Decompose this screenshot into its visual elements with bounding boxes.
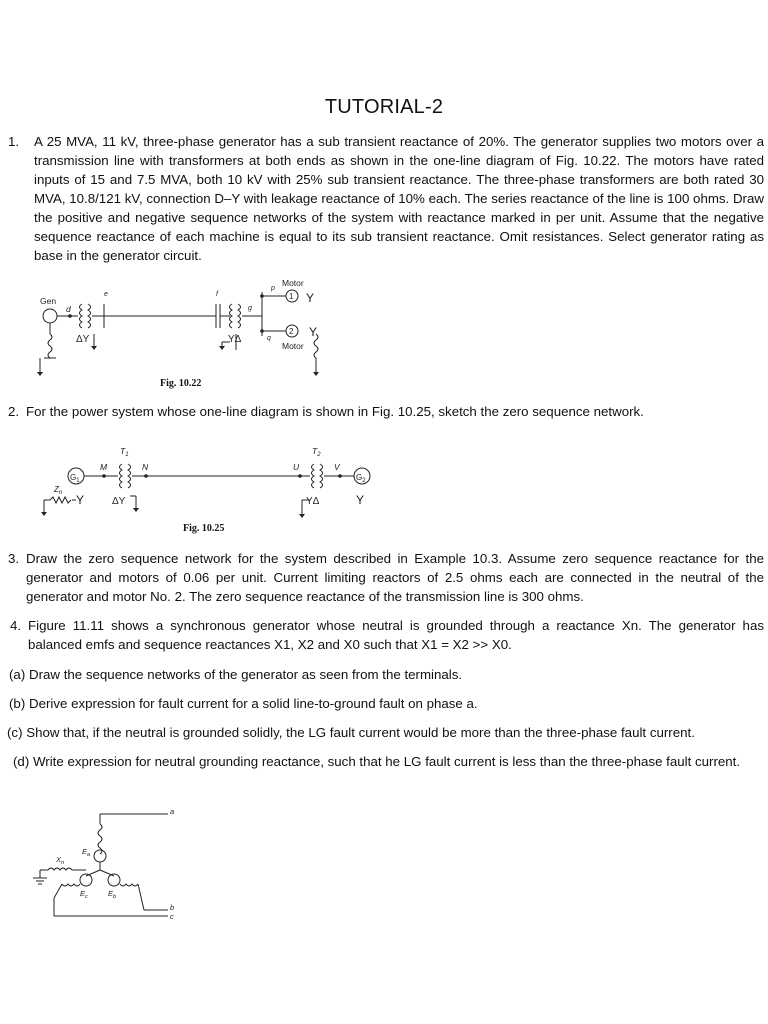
- subpart-label: (a): [9, 667, 26, 682]
- motor-1-wye: Y: [306, 291, 315, 305]
- question-4: [10, 616, 764, 654]
- xn-label: $X_n$: [56, 855, 65, 866]
- zn-label: $Z_n$: [54, 485, 63, 496]
- terminal-c-label: c: [170, 912, 174, 921]
- generator-neutral-diagram: [28, 804, 188, 924]
- subpart-label: (b): [9, 696, 26, 711]
- one-line-diagram-10-25: [40, 442, 390, 522]
- question-2: [8, 402, 764, 421]
- bus-e-label: e: [104, 291, 108, 298]
- g1-wye: Y: [76, 493, 85, 507]
- question-3: [8, 549, 764, 606]
- subpart-text: Show that, if the neutral is grounded solidly, the LG fault current would be more than the three-phase fault current.: [26, 725, 695, 740]
- subpart-b: [9, 694, 764, 713]
- g1-label: $G_1$: [70, 473, 80, 484]
- g2-wye: Y: [356, 493, 365, 507]
- bus-f-label: f: [216, 291, 218, 298]
- g2-label: $G_2$: [356, 473, 366, 484]
- bus-d-label: d: [66, 304, 71, 314]
- question-text: Figure 11.11 shows a synchronous generator whose neutral is grounded through a reactance Xn. The generator has balanced emfs and sequence reactances X1, X2 and X0 such that X1 = X2 >> X0.: [28, 618, 764, 652]
- subpart-text: Derive expression for fault current for a solid line-to-ground fault on phase a.: [28, 696, 478, 711]
- question-text: For the power system whose one-line diagram is shown in Fig. 10.25, sketch the zero sequence network.: [26, 404, 644, 419]
- subpart-text: Write expression for neutral grounding reactance, such that he LG fault current is less than the three-phase fault current.: [32, 754, 741, 769]
- eb-label: $E_b$: [108, 889, 117, 900]
- question-number: 2.: [8, 404, 20, 419]
- bus-g-label: g: [248, 305, 252, 312]
- motor-2-label: Motor: [282, 341, 304, 351]
- one-line-diagram-10-22: [30, 276, 350, 378]
- t2-label: $T_2$: [312, 446, 321, 458]
- transformer-1-connection: ΔY: [76, 334, 90, 345]
- question-number: 3.: [8, 551, 20, 566]
- bus-n-label: N: [142, 462, 149, 472]
- motor-2-number: 2: [289, 327, 294, 336]
- motor-1-number: 1: [289, 292, 294, 301]
- motor-2-wye: Y: [309, 325, 318, 339]
- bus-m-label: M: [100, 462, 108, 472]
- subpart-label: (d): [13, 754, 30, 769]
- figure-caption: Fig. 10.22: [160, 378, 202, 389]
- figure-11-11: [28, 804, 188, 924]
- page-title: TUTORIAL-2: [324, 96, 444, 118]
- ec-label: $E_c$: [80, 889, 88, 900]
- t2-connection: YΔ: [306, 496, 320, 507]
- question-text: Draw the zero sequence network for the system described in Example 10.3. Assume zero sequence reactance for the generator and motors of 0.06 per unit. Current limiting reactors of 2.5 ohms each are connected in the neutral of the generator and motor No. 2. The zero sequence reactance of the transmission line is 300 ohms.: [26, 551, 764, 604]
- figure-10-25: [40, 442, 390, 522]
- question-text: A 25 MVA, 11 kV, three-phase generator has a sub transient reactance of 20%. The generator supplies two motors over a transmission line with transformers at both ends as shown in the one-line diagram of Fig. 10.22. The motors have rated inputs of 15 and 7.5 MVA, both 10 kV with 25% sub transient reactance. The three-phase transformers are both rated 30 MVA, 10.8/121 kV, connection D–Y with leakage reactance of 10% each. The series reactance of the line is 100 ohms. Draw the positive and negative sequence networks of the system with reactance marked in per unit. Assume that the negative sequence reactance of each machine is equal to its sub transient reactance. Omit resistances. Select generator rating as base in the generator circuit.: [34, 134, 764, 263]
- question-number: 1.: [8, 134, 20, 149]
- transformer-2-connection: YΔ: [228, 334, 242, 345]
- bus-p-label: p: [271, 285, 275, 292]
- subpart-text: Draw the sequence networks of the generator as seen from the terminals.: [28, 667, 463, 682]
- t1-label: $T_1$: [120, 446, 129, 458]
- bus-v-label: V: [334, 462, 340, 472]
- figure-caption: Fig. 10.25: [183, 523, 225, 534]
- motor-1-label: Motor: [282, 278, 304, 288]
- terminal-b-label: b: [170, 903, 175, 912]
- question-1: [8, 132, 764, 265]
- subpart-label: (c): [7, 725, 23, 740]
- figure-10-22: [30, 276, 350, 378]
- t1-connection: ΔY: [112, 496, 126, 507]
- subpart-c: [7, 723, 764, 742]
- question-number: 4.: [10, 618, 22, 633]
- bus-u-label: U: [293, 462, 300, 472]
- ea-label: $E_a$: [82, 847, 91, 858]
- bus-q-label: q: [267, 335, 271, 342]
- gen-label: Gen: [40, 296, 57, 306]
- subpart-a: [9, 665, 764, 684]
- terminal-a-label: a: [170, 807, 175, 816]
- subpart-d: [13, 752, 764, 771]
